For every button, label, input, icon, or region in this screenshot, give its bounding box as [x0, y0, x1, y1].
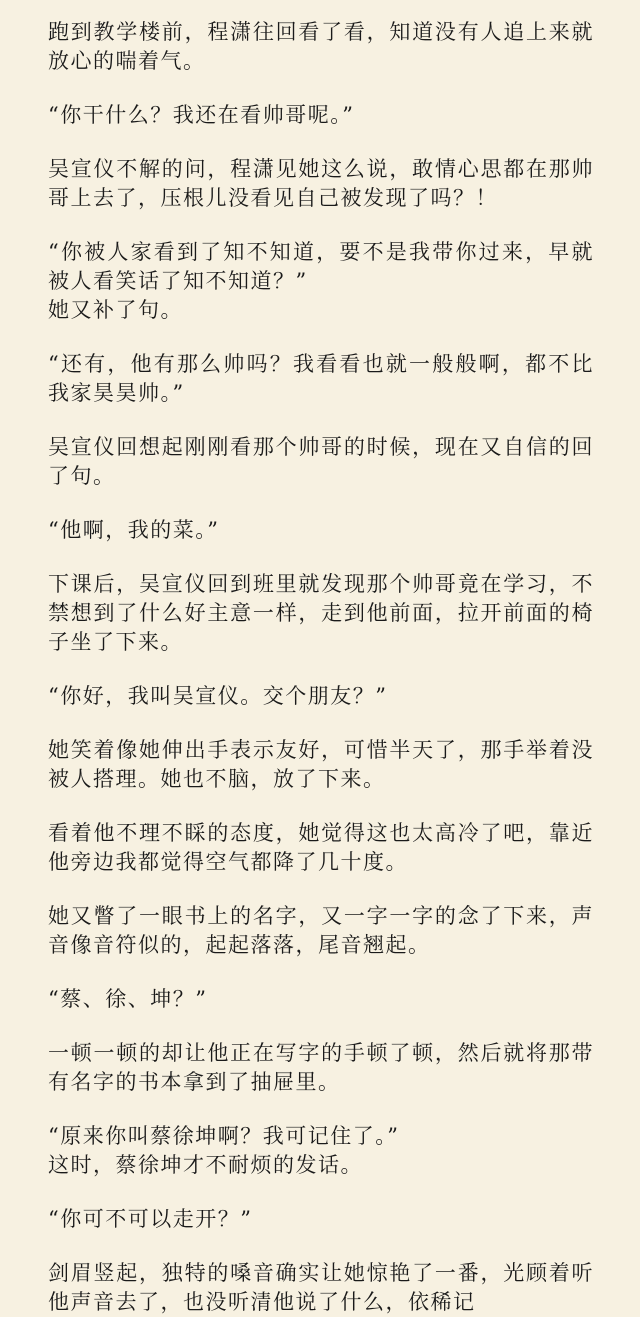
paragraph-17: 剑眉竖起，独特的嗓音确实让她惊艳了一番，光顾着听他声音去了，也没听清他说了什么，依稀记: [48, 1261, 594, 1314]
paragraph-8: 下课后，吴宣仪回到班里就发现那个帅哥竟在学习，不禁想到了什么好主意一样，走到他前面，拉开前面的椅子坐了下来。: [48, 572, 594, 654]
paragraph-15: “原来你叫蔡徐坤啊？我可记住了。” 这时，蔡徐坤才不耐烦的发话。: [48, 1124, 400, 1177]
paragraph-16: “你可不可以走开？”: [48, 1207, 253, 1231]
paragraph-14: 一顿一顿的却让他正在写字的手顿了顿，然后就将那带有名字的书本拿到了抽屉里。: [48, 1041, 594, 1094]
paragraph-2: “你干什么？我还在看帅哥呢。”: [48, 103, 355, 127]
paragraph-9: “你好，我叫吴宣仪。交个朋友？”: [48, 684, 388, 708]
paragraph-4: “你被人家看到了知不知道，要不是我带你过来，早就被人看笑话了知不知道？” 她又补了句。: [48, 240, 594, 322]
paragraph-13: “蔡、徐、坤？”: [48, 987, 208, 1011]
paragraph-5: “还有，他有那么帅吗？我看看也就一般般啊，都不比我家昊昊帅。”: [48, 352, 594, 405]
paragraph-11: 看着他不理不睬的态度，她觉得这也太高冷了吧，靠近他旁边我都觉得空气都降了几十度。: [48, 821, 594, 874]
paragraph-7: “他啊，我的菜。”: [48, 518, 220, 542]
paragraph-10: 她笑着像她伸出手表示友好，可惜半天了，那手举着没被人搭理。她也不脑，放了下来。: [48, 738, 594, 791]
paragraph-6: 吴宣仪回想起刚刚看那个帅哥的时候，现在又自信的回了句。: [48, 435, 594, 488]
paragraph-12: 她又瞥了一眼书上的名字，又一字一字的念了下来，声音像音符似的，起起落落，尾音翘起。: [48, 904, 594, 957]
paragraph-3: 吴宣仪不解的问，程潇见她这么说，敢情心思都在那帅哥上去了，压根儿没看见自己被发现了吗？！: [48, 157, 594, 210]
paragraph-1: 跑到教学楼前，程潇往回看了看，知道没有人追上来就放心的喘着气。: [48, 20, 594, 73]
